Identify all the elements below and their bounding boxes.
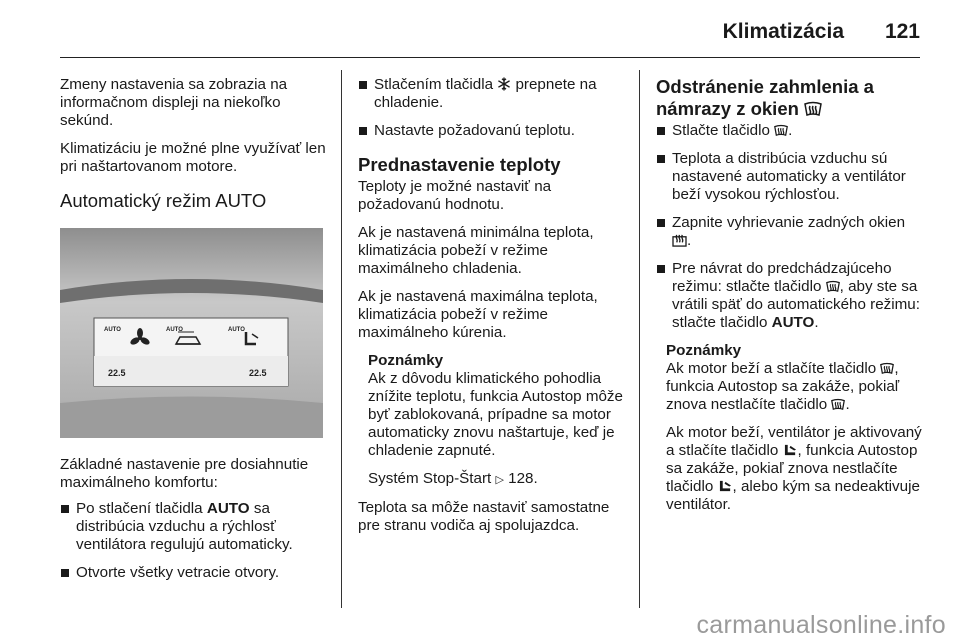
column-1 xyxy=(60,76,328,592)
paragraph: Zmeny nastavenia sa zobrazia na informačnom displeji na niekoľko sekúnd. xyxy=(60,76,288,129)
bullet-item: Po stlačení tlačidla AUTO sa distribúcia vzduchu a rýchlosť ventilátora regulujú automaticky. xyxy=(60,500,328,554)
windscreen-defrost-icon xyxy=(804,101,822,117)
page-number: 121 xyxy=(884,20,920,43)
bullet-item: Zapnite vyhrievanie zadných okien . xyxy=(656,214,924,250)
temperature-right: 22.5 xyxy=(249,368,267,378)
paragraph: Ak je nastavená minimálna teplota, klimatizácia pobeží v režime maximálneho chladenia. xyxy=(358,224,594,277)
column-divider xyxy=(341,70,342,608)
section-heading-preset: Prednastavenie teploty xyxy=(358,154,561,175)
auto-label: AUTO xyxy=(104,327,121,333)
section-heading-defrost: Odstránenie zahmlenia a námrazy z okien xyxy=(656,76,874,119)
windscreen-defrost-icon xyxy=(880,362,894,375)
watermark: carmanualsonline.info xyxy=(696,611,946,639)
paragraph: Teplota sa môže nastaviť samostatne pre stranu vodiča aj spolujazdca. xyxy=(358,499,610,534)
note-block xyxy=(656,342,924,514)
bullet-item: Otvorte všetky vetracie otvory. xyxy=(60,564,328,582)
column-2 xyxy=(358,76,628,545)
section-heading-auto: Automatický režim AUTO xyxy=(60,190,267,211)
note-text: Ak motor beží a stlačíte tlačidlo , funkcia Autostop sa zakáže, pokiaľ znova nestlačíte tlačidlo . xyxy=(666,360,900,413)
page-title: Klimatizácia xyxy=(722,20,844,43)
snowflake-icon xyxy=(497,77,511,91)
note-title: Poznámky xyxy=(368,352,444,369)
note-title: Poznámky xyxy=(666,342,742,359)
paragraph: Základné nastavenie pre dosiahnutie maximálneho komfortu: xyxy=(60,456,309,491)
windscreen-defrost-icon xyxy=(831,398,845,411)
column-divider xyxy=(639,70,640,608)
header-rule xyxy=(60,57,920,58)
column-3 xyxy=(656,76,924,524)
paragraph: Ak je nastavená maximálna teplota, klimatizácia pobeží v režime maximálneho kúrenia. xyxy=(358,288,598,341)
note-block xyxy=(358,352,628,489)
auto-label: AUTO xyxy=(228,327,245,333)
bullet-item: Nastavte požadovanú teplotu. xyxy=(358,122,628,140)
page-reference-arrow-icon: ▷ xyxy=(495,474,504,486)
auto-label: AUTO xyxy=(166,327,183,333)
climate-control-display-photo xyxy=(60,228,323,438)
paragraph: Teploty je možné nastaviť na požadovanú hodnotu. xyxy=(358,178,552,213)
bullet-item: Stlačením tlačidla prepnete na chladenie. xyxy=(358,76,628,112)
bullet-item: Pre návrat do predchádzajúceho režimu: stlačte tlačidlo , aby ste sa vrátili späť do automatického režimu: stlačte tlačidlo AUTO. xyxy=(656,260,924,332)
windscreen-defrost-icon xyxy=(826,280,840,293)
cross-reference: Systém Stop-Štart ▷ 128. xyxy=(368,470,538,487)
temperature-left: 22.5 xyxy=(108,368,126,378)
note-text: Ak z dôvodu klimatického pohodlia znížite teplotu, funkcia Autostop môže byť zablokovaná, prípadne sa motor automaticky znovu naštartuje, keď je chladenie zapnuté. xyxy=(368,370,623,459)
bullet-item: Teplota a distribúcia vzduchu sú nastavené automaticky a ventilátor beží vysokou rýchlosťou. xyxy=(656,150,924,204)
fan-airflow-icon xyxy=(718,480,733,493)
note-text: Ak motor beží, ventilátor je aktivovaný a stlačíte tlačidlo , funkcia Autostop sa zakáže, pokiaľ znova nestlačíte tlačidlo , alebo kým sa nedeaktivuje ventilátor. xyxy=(666,424,922,513)
rear-window-heating-icon xyxy=(672,234,687,247)
page-header xyxy=(60,14,920,44)
windscreen-defrost-icon xyxy=(774,124,788,137)
fan-airflow-icon xyxy=(783,444,798,457)
bullet-item: Stlačte tlačidlo . xyxy=(656,122,924,140)
paragraph: Klimatizáciu je možné plne využívať len pri naštartovanom motore. xyxy=(60,140,326,175)
